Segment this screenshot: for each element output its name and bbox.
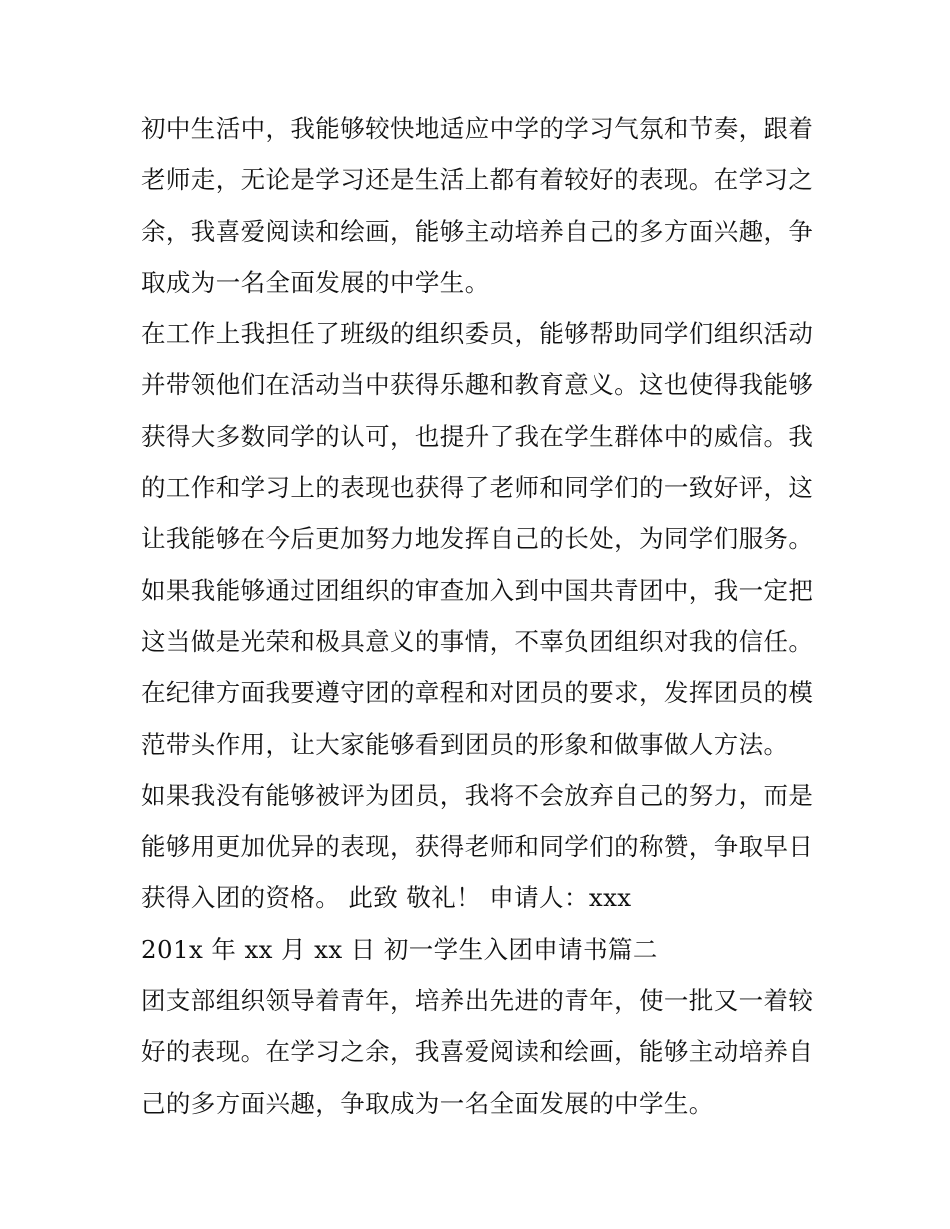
text-line: 让我能够在今后更加努力地发挥自己的长处，为同学们服务。 [141, 524, 814, 554]
text-line: 这当做是光荣和极具意义的事情，不辜负团组织对我的信任。 [141, 626, 814, 656]
text-line: 余，我喜爱阅读和绘画，能够主动培养自己的多方面兴趣，争 [141, 216, 814, 246]
text-line: 好的表现。在学习之余，我喜爱阅读和绘画，能够主动培养自 [141, 1037, 814, 1067]
date-heading-line: 201x 年 xx 月 xx 日 初一学生入团申请书篇二 [141, 934, 658, 964]
text-line: 初中生活中，我能够较快地适应中学的学习气氛和节奏，跟着 [141, 114, 814, 143]
text-line: 的工作和学习上的表现也获得了老师和同学们的一致好评，这 [141, 473, 814, 503]
text-line: 范带头作用，让大家能够看到团员的形象和做事做人方法。 [141, 729, 789, 759]
text-line: 老师走，无论是学习还是生活上都有着较好的表现。在学习之 [141, 165, 814, 195]
text-line: 在纪律方面我要遵守团的章程和对团员的要求，发挥团员的模 [141, 678, 814, 708]
text-line: 获得入团的资格。 此致 敬礼！ 申请人：xxx [141, 883, 632, 913]
text-line: 取成为一名全面发展的中学生。 [141, 267, 490, 297]
text-line: 团支部组织领导着青年，培养出先进的青年，使一批又一着较 [141, 986, 814, 1016]
text-line: 获得大多数同学的认可，也提升了我在学生群体中的威信。我 [141, 421, 814, 451]
text-line: 在工作上我担任了班级的组织委员，能够帮助同学们组织活动 [141, 319, 814, 349]
text-line: 如果我能够通过团组织的审查加入到中国共青团中，我一定把 [141, 575, 814, 605]
text-line: 并带领他们在活动当中获得乐趣和教育意义。这也使得我能够 [141, 370, 814, 400]
text-line: 能够用更加优异的表现，获得老师和同学们的称赞，争取早日 [141, 832, 814, 862]
text-line: 己的多方面兴趣，争取成为一名全面发展的中学生。 [141, 1088, 714, 1118]
document-body [141, 103, 821, 1129]
text-line: 如果我没有能够被评为团员，我将不会放弃自己的努力，而是 [141, 780, 814, 810]
